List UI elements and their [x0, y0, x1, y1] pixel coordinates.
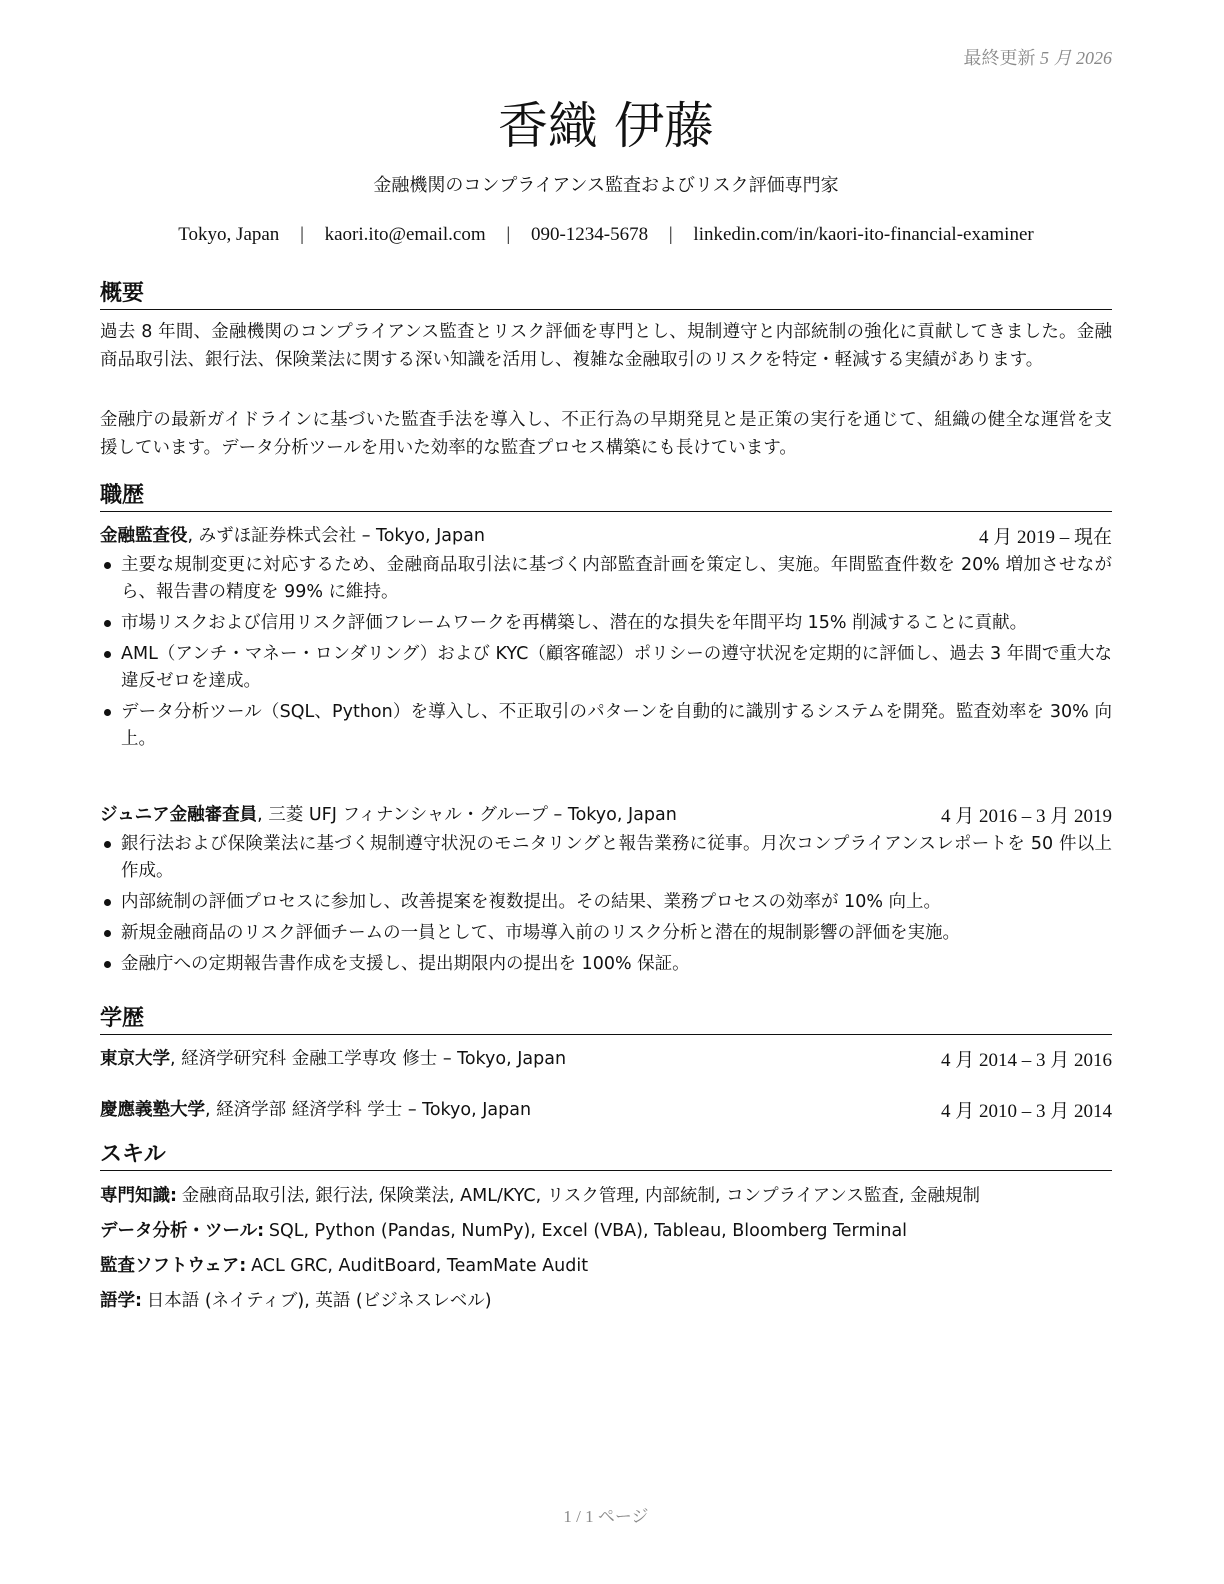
skill-label: 専門知識:	[100, 1186, 177, 1206]
job-bullets	[100, 831, 1112, 982]
job-organization: , みずほ証券株式会社 – Tokyo, Japan	[187, 526, 485, 546]
skill-row	[100, 1182, 1112, 1207]
contact-line	[100, 224, 1112, 246]
last-updated-date: 5 月 2026	[1040, 48, 1112, 68]
list-item: 金融庁への定期報告書作成を支援し、提出期限内の提出を 100% 保証。	[100, 951, 1112, 978]
list-item: 新規金融商品のリスク評価チームの一員として、市場導入前のリスク分析と潜在的規制影響の評価を実施。	[100, 920, 1112, 947]
education-date: 4 月 2010 – 3 月 2014	[940, 1101, 1112, 1122]
skill-label: 語学:	[100, 1291, 142, 1311]
page-number: 1 / 1 ページ	[563, 1507, 649, 1526]
list-item: 銀行法および保険業法に基づく規制遵守状況のモニタリングと報告業務に従事。月次コンプライアンスレポートを 50 件以上作成。	[100, 831, 1112, 885]
contact-email-link[interactable]: kaori.ito@email.com	[324, 224, 486, 245]
summary-paragraph: 金融庁の最新ガイドラインに基づいた監査手法を導入し、不正行為の早期発見と是正策の実行を通じて、組織の健全な運営を支援しています。データ分析ツールを用いた効率的な監査プロセス構築にも長けています。	[100, 410, 1112, 458]
list-item: 内部統制の評価プロセスに参加し、改善提案を複数提出。その結果、業務プロセスの効率が 10% 向上。	[100, 889, 1112, 916]
skill-value: SQL, Python (Pandas, NumPy), Excel (VBA), Tableau, Bloomberg Terminal	[268, 1221, 908, 1241]
skill-row	[100, 1252, 1112, 1277]
job-organization: , 三菱 UFJ フィナンシャル・グループ – Tokyo, Japan	[257, 805, 677, 825]
skill-value: 金融商品取引法, 銀行法, 保険業法, AML/KYC, リスク管理, 内部統制, コンプライアンス監査, 金融規制	[181, 1186, 981, 1206]
skill-value: ACL GRC, AuditBoard, TeamMate Audit	[251, 1256, 589, 1276]
list-item: 主要な規制変更に対応するため、金融商品取引法に基づく内部監査計画を策定し、実施。年間監査件数を 20% 増加させながら、報告書の精度を 99% に維持。	[100, 552, 1112, 606]
skill-label: 監査ソフトウェア:	[100, 1256, 247, 1276]
education-item	[100, 1096, 1112, 1121]
skill-label: データ分析・ツール:	[100, 1221, 265, 1241]
job-title: 金融監査役	[100, 526, 188, 546]
list-item: 市場リスクおよび信用リスク評価フレームワークを再構築し、潜在的な損失を年間平均 15% 削減することに貢献。	[100, 610, 1112, 637]
education-school: 慶應義塾大学	[100, 1100, 205, 1120]
skill-row	[100, 1287, 1112, 1312]
section-heading-skills: スキル	[100, 1137, 1112, 1171]
education-date: 4 月 2014 – 3 月 2016	[940, 1050, 1112, 1071]
contact-separator: |	[668, 224, 673, 245]
job-date: 4 月 2019 – 現在	[978, 527, 1112, 548]
last-updated-label: 最終更新	[963, 48, 1036, 68]
section-heading-education: 学歴	[100, 1001, 1112, 1035]
skill-row	[100, 1217, 1112, 1242]
job-date: 4 月 2016 – 3 月 2019	[940, 806, 1112, 827]
tagline: 金融機関のコンプライアンス監査およびリスク評価専門家	[373, 175, 839, 196]
job-header	[100, 522, 1112, 547]
section-heading-summary: 概要	[100, 276, 1112, 310]
education-detail: , 経済学部 経済学科 学士 – Tokyo, Japan	[205, 1100, 532, 1120]
list-item: AML（アンチ・マネー・ロンダリング）および KYC（顧客確認）ポリシーの遵守状況を定期的に評価し、過去 3 年間で重大な違反ゼロを達成。	[100, 641, 1112, 695]
education-item	[100, 1045, 1112, 1070]
resume-page	[100, 0, 1112, 1584]
summary-paragraph: 過去 8 年間、金融機関のコンプライアンス監査とリスク評価を専門とし、規制遵守と内部統制の強化に貢献してきました。金融商品取引法、銀行法、保険業法に関する深い知識を活用し、複雑な金融取引のリスクを特定・軽減する実績があります。	[100, 322, 1112, 370]
section-heading-experience: 職歴	[100, 478, 1112, 512]
job-bullets	[100, 552, 1112, 757]
education-detail: , 経済学研究科 金融工学専攻 修士 – Tokyo, Japan	[170, 1049, 567, 1069]
contact-phone: 090-1234-5678	[530, 224, 649, 245]
job-title: ジュニア金融審査員	[100, 805, 258, 825]
candidate-name: 香織 伊藤	[498, 97, 714, 155]
contact-separator: |	[300, 224, 304, 245]
job-header	[100, 801, 1112, 826]
contact-linkedin-link[interactable]: linkedin.com/in/kaori-ito-financial-examiner	[693, 224, 1034, 245]
contact-location: Tokyo, Japan	[178, 224, 280, 245]
list-item: データ分析ツール（SQL、Python）を導入し、不正取引のパターンを自動的に識別するシステムを開発。監査効率を 30% 向上。	[100, 699, 1112, 753]
education-school: 東京大学	[100, 1049, 170, 1069]
contact-separator: |	[506, 224, 511, 245]
skill-value: 日本語 (ネイティブ), 英語 (ビジネスレベル)	[146, 1291, 492, 1311]
last-updated	[964, 44, 1113, 70]
